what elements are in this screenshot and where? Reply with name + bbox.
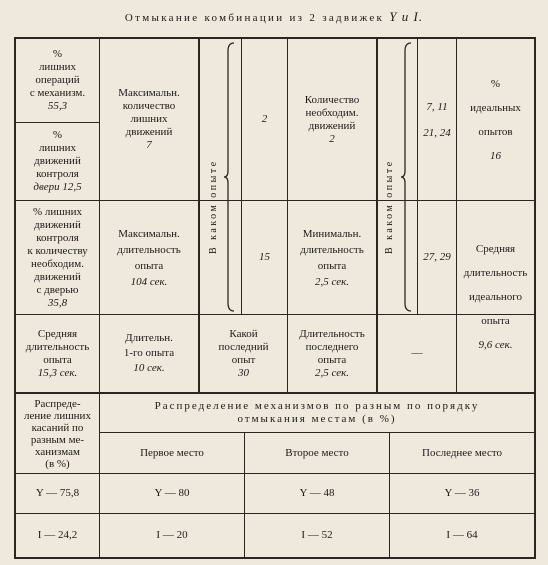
row-Y-left: Y — 75,8 xyxy=(35,487,80,499)
cell-empty-dash: — xyxy=(411,347,423,359)
cell-experiment-1: 2 xyxy=(261,113,268,125)
cell-extra-operations: % лишних операций с механизм. 55,3 xyxy=(29,48,86,112)
cell-last-duration: Длительность последнего опыта 2,5 сек. xyxy=(299,327,365,379)
cell-mechanism-distribution-header: Распределение механизмов по разным по порядку отмыкания местам (в %) xyxy=(154,400,480,425)
cell-door-control: % лишних движений контроля двери 12,5 xyxy=(33,129,82,193)
row-I-second: I — 52 xyxy=(301,529,333,541)
cell-ideal-experiments: % идеальных опытов 16 xyxy=(470,77,521,162)
cell-max-extra-moves: Максимальн. количество лишних движений 7 xyxy=(118,87,180,151)
cell-min-duration: Минимальн. длительность опыта 2,5 сек. xyxy=(300,227,364,288)
cell-extra-touch-distribution: Распреде- ление лишних касаний по разным ме- ханизмам (в %) xyxy=(24,398,91,470)
cell-first-duration: Длительн. 1-го опыта 10 сек. xyxy=(123,332,175,374)
row-Y-second: Y — 48 xyxy=(299,487,335,499)
table-border-right xyxy=(534,37,536,559)
vertical-label-experiment-1: В каком опыте xyxy=(208,159,219,255)
cell-needed-moves: Количество необходим. движений 2 xyxy=(304,93,360,145)
cell-experiment-min: 27, 29 xyxy=(423,251,451,263)
cell-max-duration: Максимальн. длительность опыта 104 сек. xyxy=(117,227,181,288)
table-border-bottom xyxy=(14,557,536,559)
brace-1 xyxy=(222,41,238,313)
row-I-last: I — 64 xyxy=(446,529,478,541)
col-second-place: Второе место xyxy=(285,446,349,459)
vertical-label-experiment-2: В каком опыте xyxy=(384,159,395,255)
cell-experiment-2: 15 xyxy=(259,251,270,263)
cell-avg-duration: Средняя длительность опыта 15,3 сек. xyxy=(25,327,90,379)
row-I-left: I — 24,2 xyxy=(37,529,78,541)
table-title: Отмыкание комбинации из 2 задвижек Y и I. xyxy=(124,9,424,24)
cell-door-ratio: % лишних движений контроля к количеству необходим. движений с дверью 35,8 xyxy=(27,205,88,309)
row-I-first: I — 20 xyxy=(156,529,188,541)
data-table xyxy=(14,37,536,559)
cell-last-experiment: Какой последний опыт 30 xyxy=(218,327,269,379)
col-first-place: Первое место xyxy=(140,446,204,459)
brace-2 xyxy=(399,41,415,313)
row-Y-first: Y — 80 xyxy=(154,487,190,499)
cell-experiment-ideal: 7, 11 21, 24 xyxy=(423,100,451,139)
row-Y-last: Y — 36 xyxy=(444,487,480,499)
col-last-place: Последнее место xyxy=(422,446,502,459)
cell-avg-ideal-duration: Средняя длительность идеального опыта 9,6 сек. xyxy=(463,242,528,351)
